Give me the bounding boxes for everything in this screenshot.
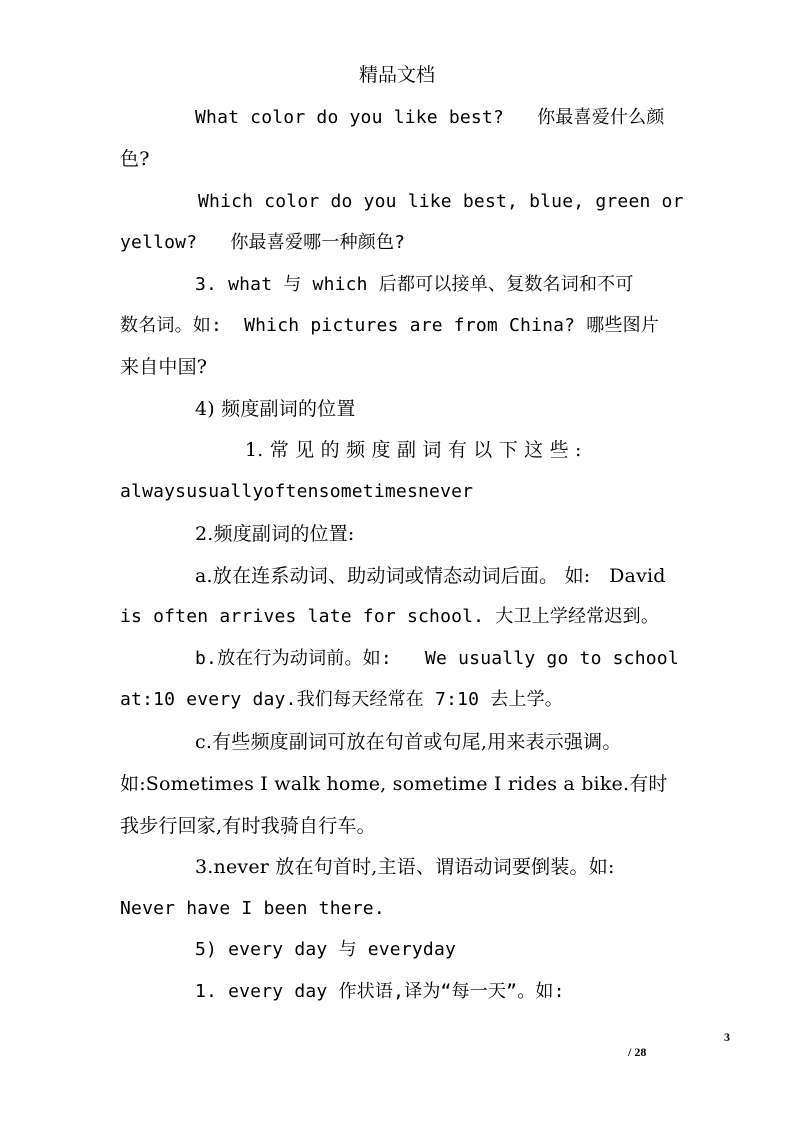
text-line: 如:Sometimes I walk home, sometime I rides a bike.有时 xyxy=(120,773,668,795)
text-line: 5) every day 与 everyday xyxy=(195,939,457,960)
text-line: 我步行回家,有时我骑自行车。 xyxy=(120,815,376,837)
text-line: 2.频度副词的位置: xyxy=(195,523,355,545)
text-line: 1. every day 作状语,译为“每一天”。如: xyxy=(195,981,565,1002)
text-line: 数名词。如: Which pictures are from China? 哪些图片 xyxy=(120,315,660,336)
text-line: 4) 频度副词的位置 xyxy=(195,398,356,420)
page-total: / 28 xyxy=(628,1045,647,1059)
text-line: 1. 常 见 的 频 度 副 词 有 以 下 这 些 : xyxy=(245,439,582,461)
page-number: 3 xyxy=(724,1030,730,1044)
text-line: 来自中国? xyxy=(120,356,208,378)
text-line: What color do you like best? 你最喜爱什么颜 xyxy=(195,107,665,128)
text-line: a.放在连系动词、助动词或情态动词后面。 如: David xyxy=(195,565,666,587)
text-line: at:10 every day.我们每天经常在 7:10 去上学。 xyxy=(120,689,564,710)
text-line: b.放在行为动词前。如: We usually go to school xyxy=(195,648,679,669)
text-line: Which color do you like best, blue, green or xyxy=(198,191,684,212)
text-line: 色? xyxy=(120,148,150,170)
text-line: is often arrives late for school. 大卫上学经常迟到。 xyxy=(120,606,660,627)
page-header: 精品文档 xyxy=(358,64,435,86)
text-line: 3.never 放在句首时,主语、谓语动词要倒装。如: xyxy=(195,856,615,878)
text-line: 3. what 与 which 后都可以接单、复数名词和不可 xyxy=(195,274,634,295)
text-line: yellow? 你最喜爱哪一种颜色? xyxy=(120,232,406,253)
text-line: c.有些频度副词可放在句首或句尾,用来表示强调。 xyxy=(195,731,622,753)
text-line: alwaysusuallyoftensometimesnever xyxy=(120,481,474,502)
text-line: Never have I been there. xyxy=(120,898,385,919)
